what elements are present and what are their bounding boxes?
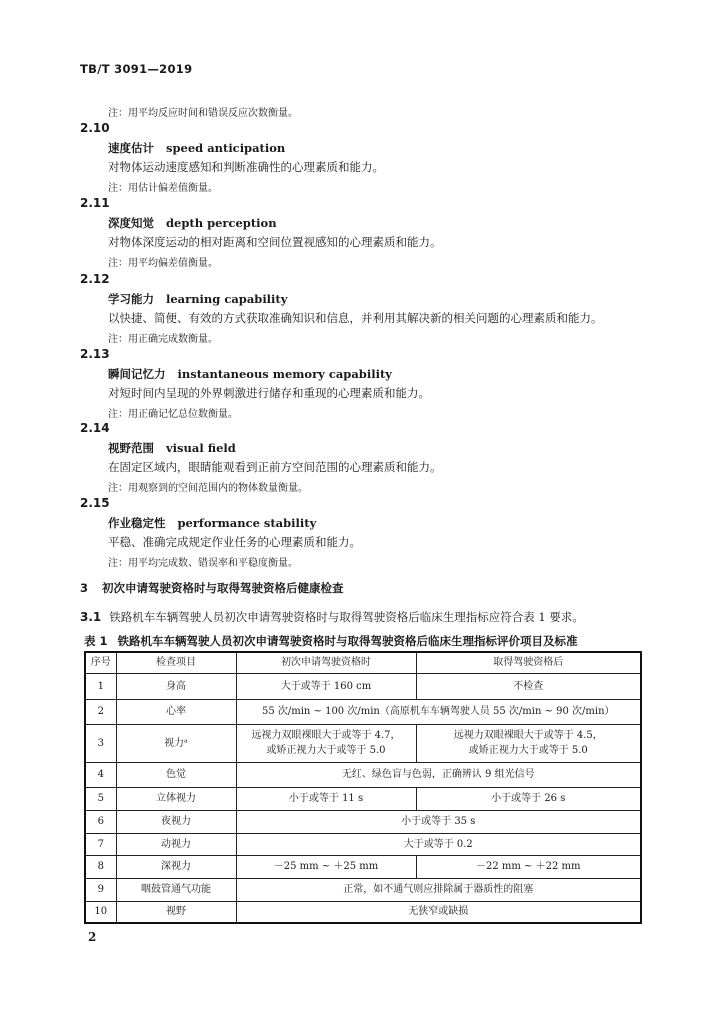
after-standard	[416, 724, 641, 762]
cell-line: 远视力双眼裸眼大于或等于 4.7，	[251, 730, 401, 741]
note: 注：用平均偏差值衡量。	[108, 258, 218, 269]
note: 注：用正确记忆总位数衡量。	[108, 409, 238, 420]
clause-3-1	[80, 609, 584, 625]
table-row	[85, 901, 641, 923]
merged-standard: 大于或等于 0.2	[236, 833, 641, 855]
check-item: 色觉	[116, 762, 236, 787]
term-cn: 作业稳定性	[108, 516, 166, 530]
note: 注：用观察到的空间范围内的物体数量衡量。	[108, 483, 308, 494]
table-row	[85, 810, 641, 833]
clause-number: 2.15	[80, 496, 110, 510]
clause-text: 铁路机车车辆驾驶人员初次申请驾驶资格时与取得驾驶资格后临床生理指标应符合表 1 要求。	[109, 610, 584, 624]
check-item: 视野	[116, 901, 236, 923]
note: 注：用正确完成数衡量。	[108, 334, 218, 345]
table-row	[85, 762, 641, 787]
cell-line: 远视力双眼裸眼大于或等于 4.5，	[453, 730, 603, 741]
clause-number: 2.10	[80, 121, 110, 135]
row-number: 10	[85, 901, 116, 923]
after-standard: －22 mm ~ ＋22 mm	[416, 855, 641, 878]
definition: 对短时间内呈现的外界刺激进行储存和重现的心理素质和能力。	[108, 386, 430, 400]
check-item: 视力ᵃ	[116, 724, 236, 762]
note: 注：用估计偏差值衡量。	[108, 183, 218, 194]
term-heading	[108, 140, 285, 156]
term-cn: 深度知觉	[108, 216, 154, 230]
clause-number: 2.14	[80, 421, 110, 435]
row-number: 9	[85, 878, 116, 901]
initial-standard: 大于或等于 160 cm	[236, 673, 416, 699]
table-header-row	[85, 652, 641, 673]
row-number: 6	[85, 810, 116, 833]
clause-number: 2.12	[80, 272, 110, 286]
term-en: speed anticipation	[166, 141, 286, 155]
header-cell: 检查项目	[116, 652, 236, 673]
table-row	[85, 878, 641, 901]
initial-standard: －25 mm ~ ＋25 mm	[236, 855, 416, 878]
after-standard: 不检查	[416, 673, 641, 699]
term-en: learning capability	[166, 292, 288, 306]
definition: 对物体运动速度感知和判断准确性的心理素质和能力。	[108, 160, 384, 174]
section-number: 3	[80, 581, 89, 595]
clause-number: 3.1	[80, 610, 102, 624]
definition: 在固定区域内，眼睛能观看到正前方空间范围的心理素质和能力。	[108, 460, 442, 474]
row-number: 2	[85, 699, 116, 724]
clause-number: 2.13	[80, 347, 110, 361]
term-en: instantaneous memory capability	[177, 367, 392, 381]
table-row	[85, 724, 641, 762]
table-1	[84, 651, 642, 924]
table-row	[85, 673, 641, 699]
standard-code: TB/T 3091—2019	[80, 62, 193, 76]
header-cell: 取得驾驶资格后	[416, 652, 641, 673]
row-number: 8	[85, 855, 116, 878]
table-row	[85, 787, 641, 810]
check-item: 立体视力	[116, 787, 236, 810]
page-number: 2	[88, 930, 97, 944]
term-cn: 学习能力	[108, 292, 154, 306]
cell-line: 或矫正视力大于或等于 5.0	[266, 745, 386, 756]
check-item: 心率	[116, 699, 236, 724]
header-cell: 序号	[85, 652, 116, 673]
check-item: 动视力	[116, 833, 236, 855]
merged-standard: 小于或等于 35 s	[236, 810, 641, 833]
table-row	[85, 833, 641, 855]
term-cn: 瞬间记忆力	[108, 367, 166, 381]
merged-standard: 正常，如不通气则应排除属于器质性的阻塞	[236, 878, 641, 901]
term-en: visual field	[166, 441, 236, 455]
term-en: depth perception	[166, 216, 277, 230]
term-heading	[108, 366, 392, 382]
header-cell: 初次申请驾驶资格时	[236, 652, 416, 673]
row-number: 4	[85, 762, 116, 787]
check-item: 深视力	[116, 855, 236, 878]
row-number: 1	[85, 673, 116, 699]
initial-standard: 小于或等于 11 s	[236, 787, 416, 810]
row-number: 7	[85, 833, 116, 855]
term-heading	[108, 440, 236, 456]
definition: 对物体深度运动的相对距离和空间位置视感知的心理素质和能力。	[108, 235, 442, 249]
merged-standard: 无狭窄或缺损	[236, 901, 641, 923]
term-cn: 视野范围	[108, 441, 154, 455]
check-item: 咽鼓管通气功能	[116, 878, 236, 901]
note: 注：用平均反应时间和错误反应次数衡量。	[108, 108, 298, 119]
table-caption-text: 铁路机车车辆驾驶人员初次申请驾驶资格时与取得驾驶资格后临床生理指标评价项目及标准	[117, 634, 578, 648]
merged-standard: 55 次/min ~ 100 次/min（高原机车车辆驾驶人员 55 次/min ~ 90 次/min）	[236, 699, 641, 724]
definition: 平稳、准确完成规定作业任务的心理素质和能力。	[108, 535, 361, 549]
cell-line: 或矫正视力大于或等于 5.0	[468, 745, 588, 756]
clause-number: 2.11	[80, 196, 110, 210]
table-row	[85, 855, 641, 878]
note: 注：用平均完成数、错误率和平稳度衡量。	[108, 558, 298, 569]
after-standard: 小于或等于 26 s	[416, 787, 641, 810]
row-number: 3	[85, 724, 116, 762]
initial-standard	[236, 724, 416, 762]
row-number: 5	[85, 787, 116, 810]
check-item: 夜视力	[116, 810, 236, 833]
check-item: 身高	[116, 673, 236, 699]
term-heading	[108, 515, 316, 531]
table-caption	[84, 633, 578, 649]
term-cn: 速度估计	[108, 141, 154, 155]
term-en: performance stability	[177, 516, 317, 530]
merged-standard: 无红、绿色盲与色弱，正确辨认 9 组光信号	[236, 762, 641, 787]
definition: 以快捷、简便、有效的方式获取准确知识和信息，并利用其解决新的相关问题的心理素质和能力。	[108, 311, 603, 325]
section-heading	[80, 580, 344, 596]
table-caption-label: 表 1	[84, 634, 108, 648]
table-row	[85, 699, 641, 724]
term-heading	[108, 291, 287, 307]
section-title: 初次申请驾驶资格时与取得驾驶资格后健康检查	[102, 581, 344, 595]
term-heading	[108, 215, 277, 231]
